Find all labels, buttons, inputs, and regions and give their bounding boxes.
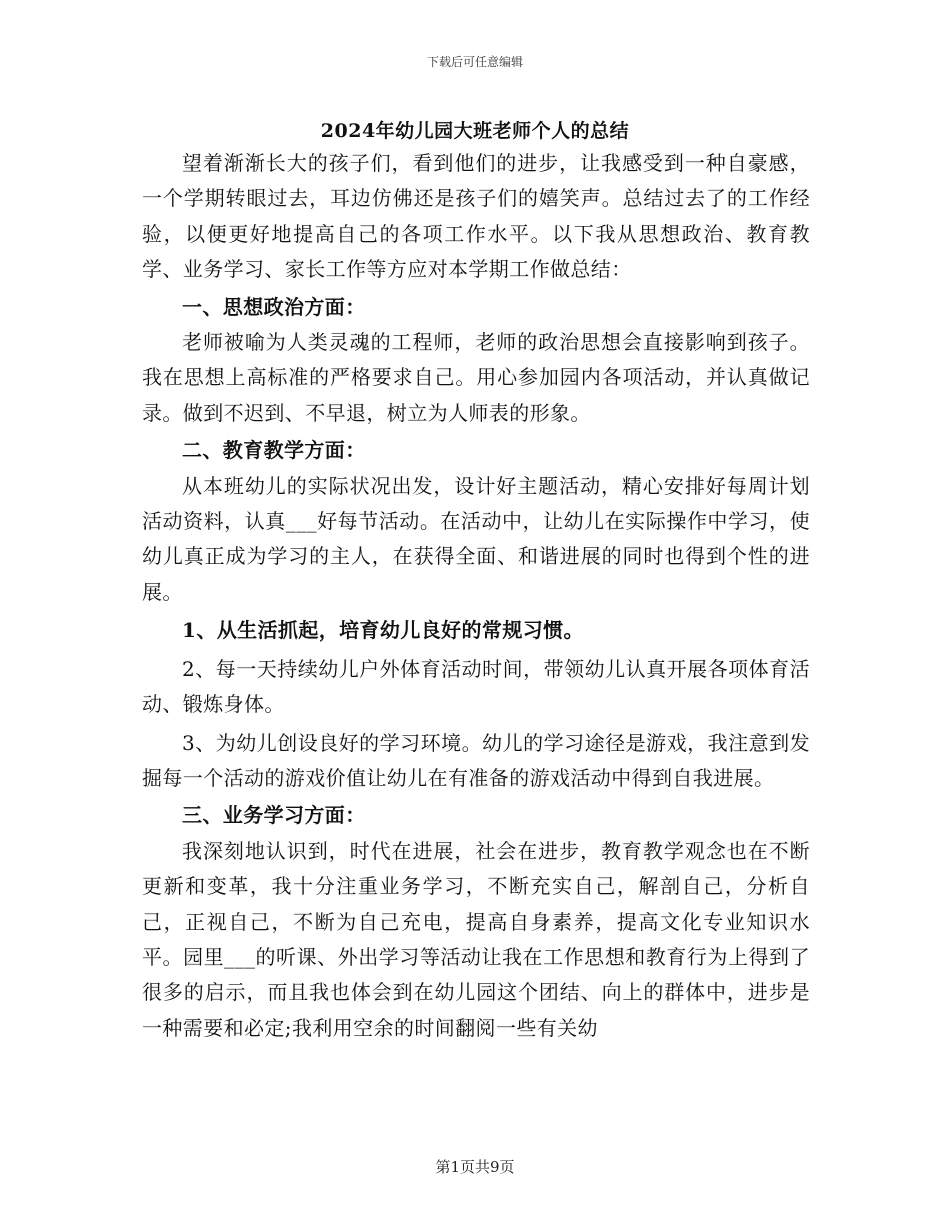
document-body — [142, 146, 810, 1046]
study-paragraph: 我深刻地认识到，时代在进展，社会在进步，教育教学观念也在不断更新和变革，我十分注重业务学习，不断充实自己，解剖自己，分析自己，正视自己，不断为自己充电，提高自身素养，提高文化专业知识水平。园里___的听课、外出学习等活动让我在工作思想和教育行为上得到了很多的启示，而且我也体会到在幼儿园这个团结、向上的群体中，进步是一种需要和必定;我利用空余的时间翻阅一些有关幼 — [142, 838, 810, 1040]
politics-paragraph: 老师被喻为人类灵魂的工程师，老师的政治思想会直接影响到孩子。我在思想上高标准的严格要求自己。用心参加园内各项活动，并认真做记录。做到不迟到、不早退，树立为人师表的形象。 — [142, 330, 810, 425]
teaching-paragraph: 从本班幼儿的实际状况出发，设计好主题活动，精心安排好每周计划活动资料，认真___好每节活动。在活动中，让幼儿在实际操作中学习，使幼儿真正成为学习的主人，在获得全面、和谐进展的同时也得到个性的进展。 — [142, 473, 810, 604]
page-header-note: 下载后可任意编辑 — [426, 55, 523, 69]
intro-paragraph: 望着渐渐长大的孩子们，看到他们的进步，让我感受到一种自豪感，一个学期转眼过去，耳边仿佛还是孩子们的嬉笑声。总结过去了的工作经验，以便更好地提高自己的各项工作水平。以下我从思想政治、教育教学、业务学习、家长工作等方应对本学期工作做总结： — [142, 151, 810, 282]
section-heading-teaching: 二、教育教学方面： — [182, 438, 366, 463]
teaching-item-2: 2、每一天持续幼儿户外体育活动时间，带领幼儿认真开展各项体育活动、锻炼身体。 — [142, 656, 810, 717]
section-heading-politics: 一、思想政治方面： — [182, 294, 366, 319]
section-heading-study: 三、业务学习方面： — [182, 803, 366, 828]
teaching-item-3: 3、为幼儿创设良好的学习环境。幼儿的学习途径是游戏，我注意到发掘每一个活动的游戏价值让幼儿在有准备的游戏活动中得到自我进展。 — [142, 730, 810, 790]
page-number-footer: 第1页共9页 — [435, 1158, 515, 1176]
teaching-item-1: 1、从生活抓起，培育幼儿良好的常规习惯。 — [182, 618, 584, 643]
document-title: 2024年幼儿园大班老师个人的总结 — [320, 120, 630, 142]
